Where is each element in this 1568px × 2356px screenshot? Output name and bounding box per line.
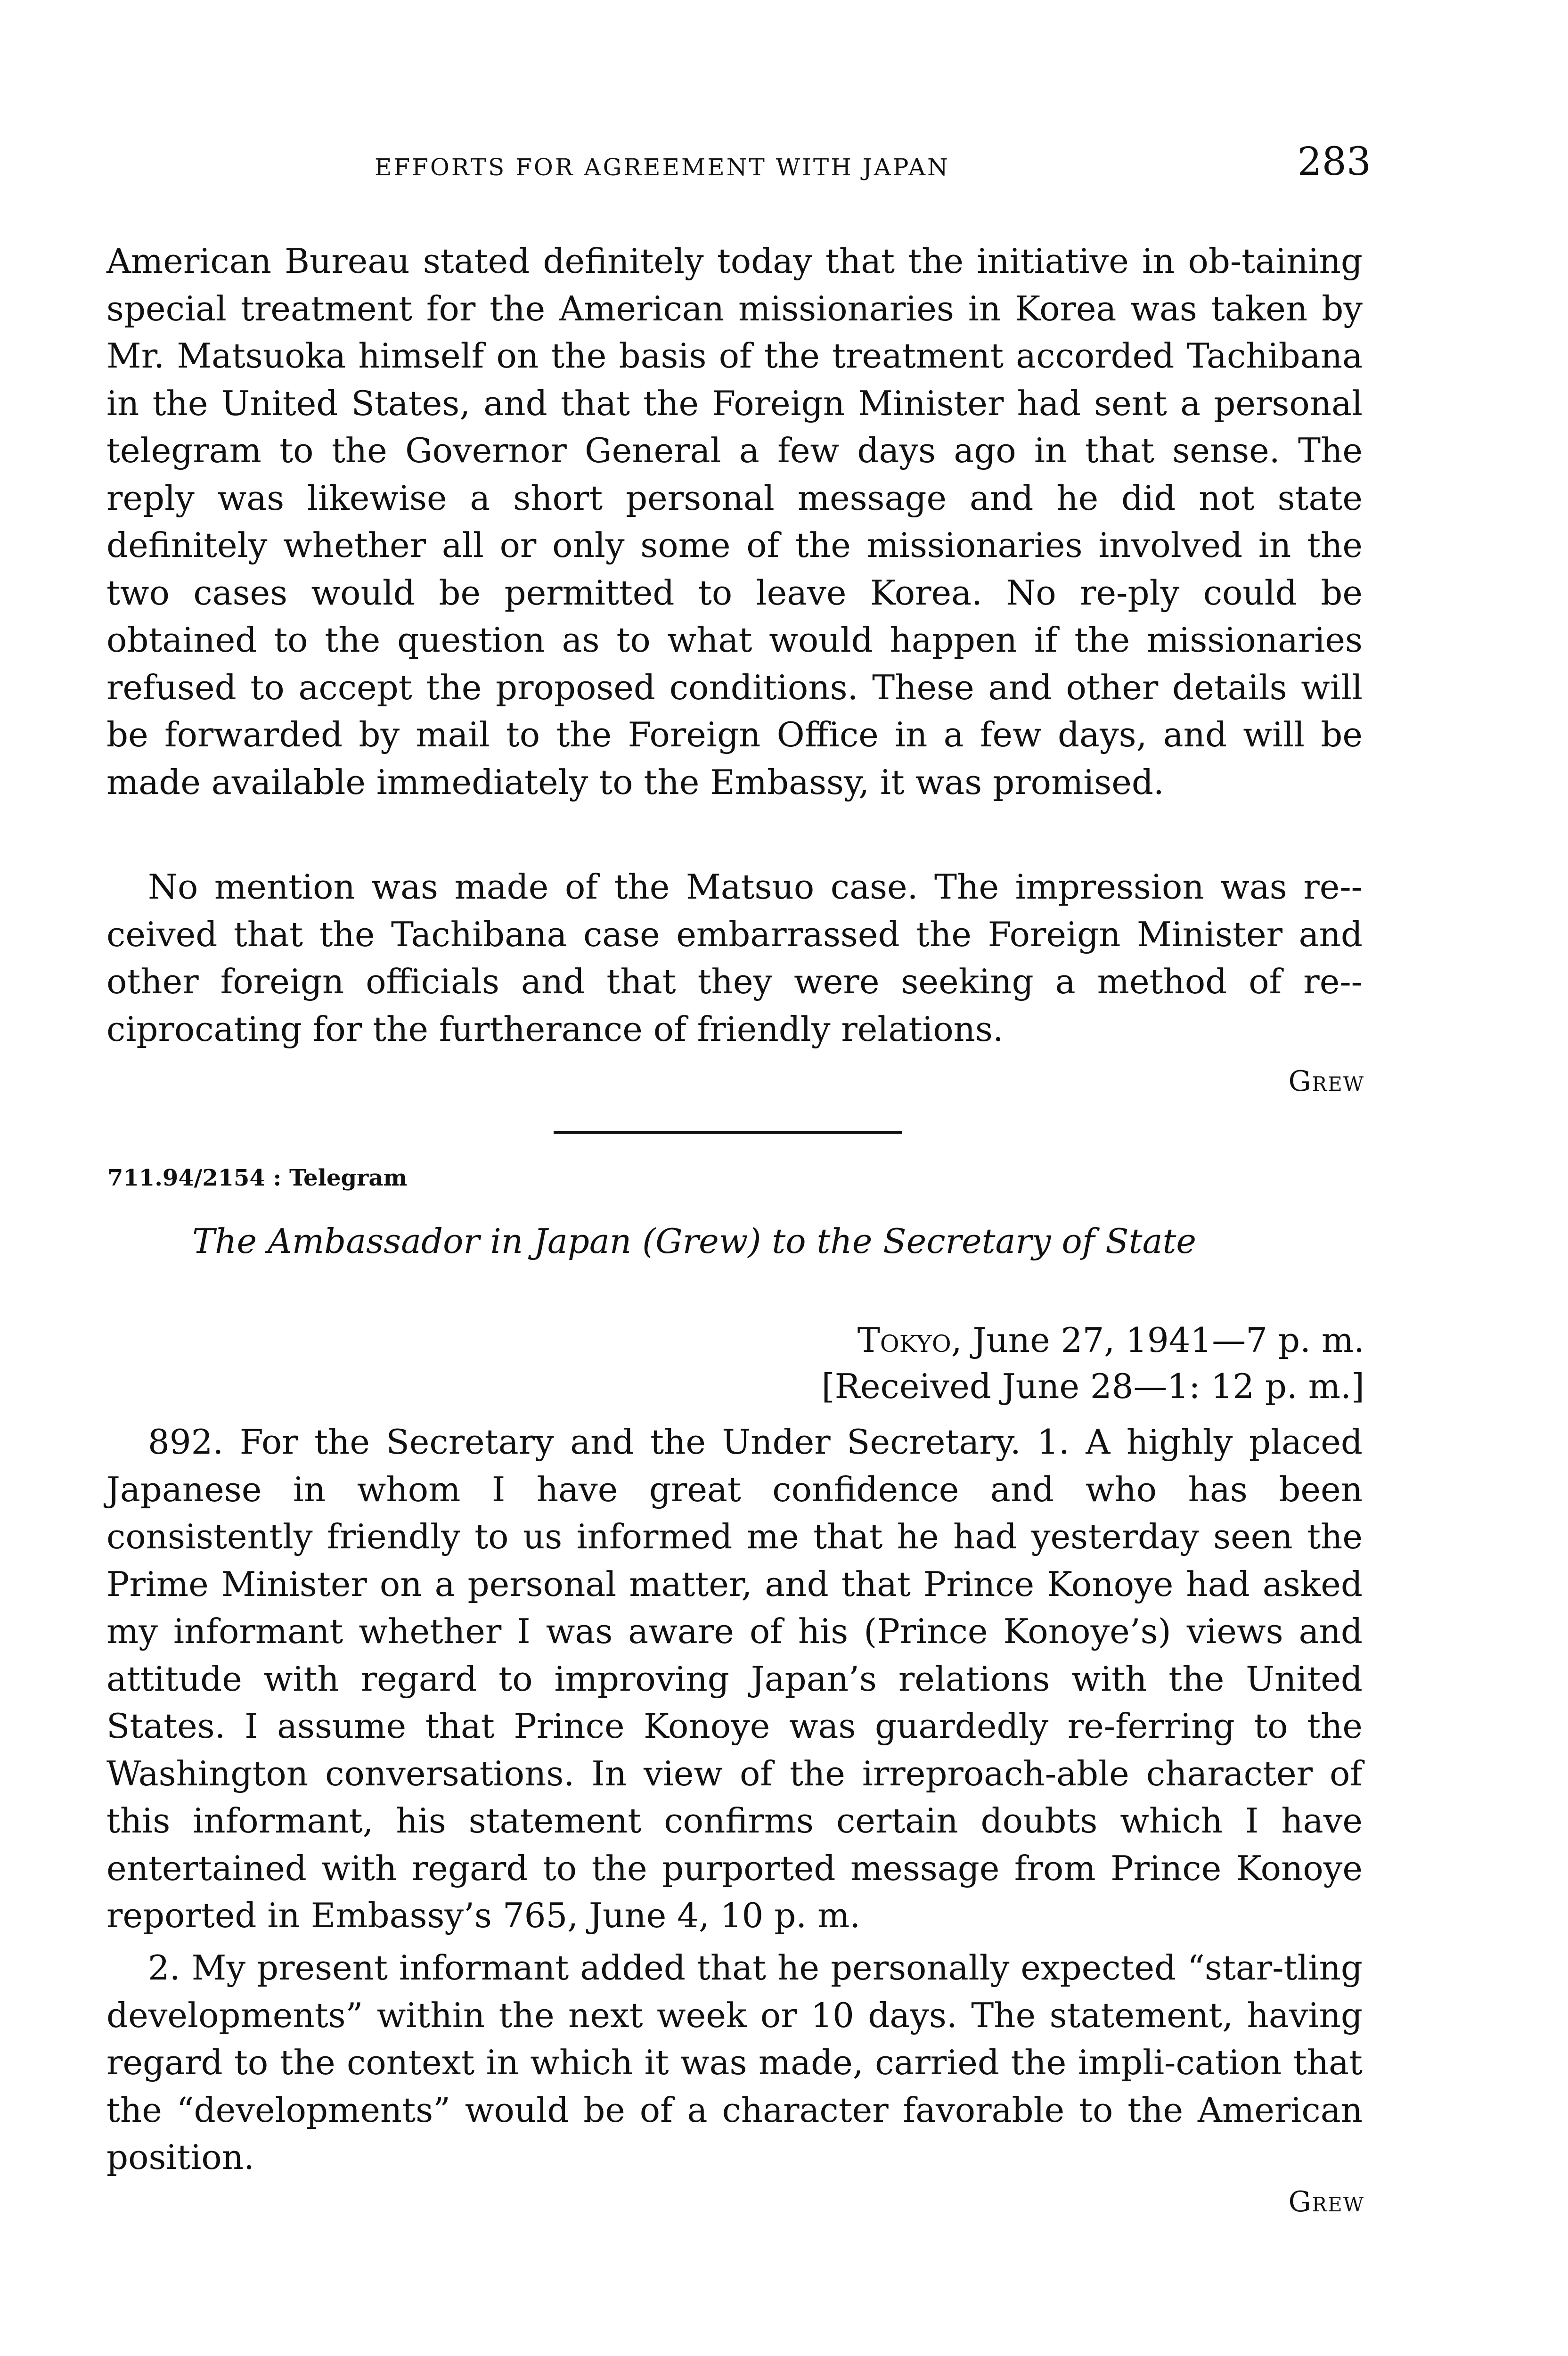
paragraph-matsuo-case: No mention was made of the Matsuo case. The impression was re-ceived that the Tachibana case embarrassed the Foreign Minister and other foreign officials and that they were seeking a method of re-ciprocating for the furtherance of friendly relations. xyxy=(106,867,1363,1049)
section-divider xyxy=(554,1131,902,1134)
running-head: EFFORTS FOR AGREEMENT WITH JAPAN xyxy=(375,154,950,181)
received-line: [Received June 28—1: 12 p. m.] xyxy=(821,1366,1364,1406)
continued-paragraph: American Bureau stated definitely today that the initiative in ob-taining special treatment for the American missionaries in Korea was taken by Mr. Matsuoka himself on the basis of the treatment accorded Tachibana in the United States, and that the Foreign Minister had sent a personal telegram to the Governor General a few days ago in that sense. The reply was likewise a short personal message and he did not state definitely whether all or only some of the missionaries involved in the two cases would be permitted to leave Korea. No re-ply could be obtained to the question as to what would happen if the missionaries refused to accept the proposed conditions. These and other details will be forwarded by mail to the Foreign Office in a few days, and will be made available immediately to the Embassy, it was promised. xyxy=(106,241,1363,802)
dateline xyxy=(858,1320,1364,1360)
page-number: 283 xyxy=(1297,139,1371,184)
file-reference: 711.94/2154 : Telegram xyxy=(107,1165,408,1191)
page-header xyxy=(108,139,1371,197)
telegram-paragraph-1: 892. For the Secretary and the Under Secretary. 1. A highly placed Japanese in whom I have great confidence and who has been consistently friendly to us informed me that he had yesterday seen the Prime Minister on a personal matter, and that Prince Konoye had asked my informant whether I was aware of his (Prince Konoye’s) views and attitude with regard to improving Japan’s relations with the United States. I assume that Prince Konoye was guardedly re-ferring to the Washington conversations. In view of the irreproach-able character of this informant, his statement confirms certain doubts which I have entertained with regard to the purported message from Prince Konoye reported in Embassy’s 765, June 4, 10 p. m. xyxy=(106,1422,1363,1935)
signature-grew-1: Grew xyxy=(1288,1065,1364,1098)
document-title: The Ambassador in Japan (Grew) to the Secretary of State xyxy=(192,1221,1197,1261)
dateline-city: Tokyo xyxy=(857,1320,951,1360)
telegram-paragraph-2: 2. My present informant added that he personally expected “star-tling developments” within the next week or 10 days. The statement, having regard to the context in which it was made, carried the impli-cation that the “developments” would be of a character favorable to the American position. xyxy=(106,1948,1363,2177)
dateline-date: , June 27, 1941—7 p. m. xyxy=(951,1320,1364,1360)
signature-grew-2: Grew xyxy=(1288,2185,1364,2218)
